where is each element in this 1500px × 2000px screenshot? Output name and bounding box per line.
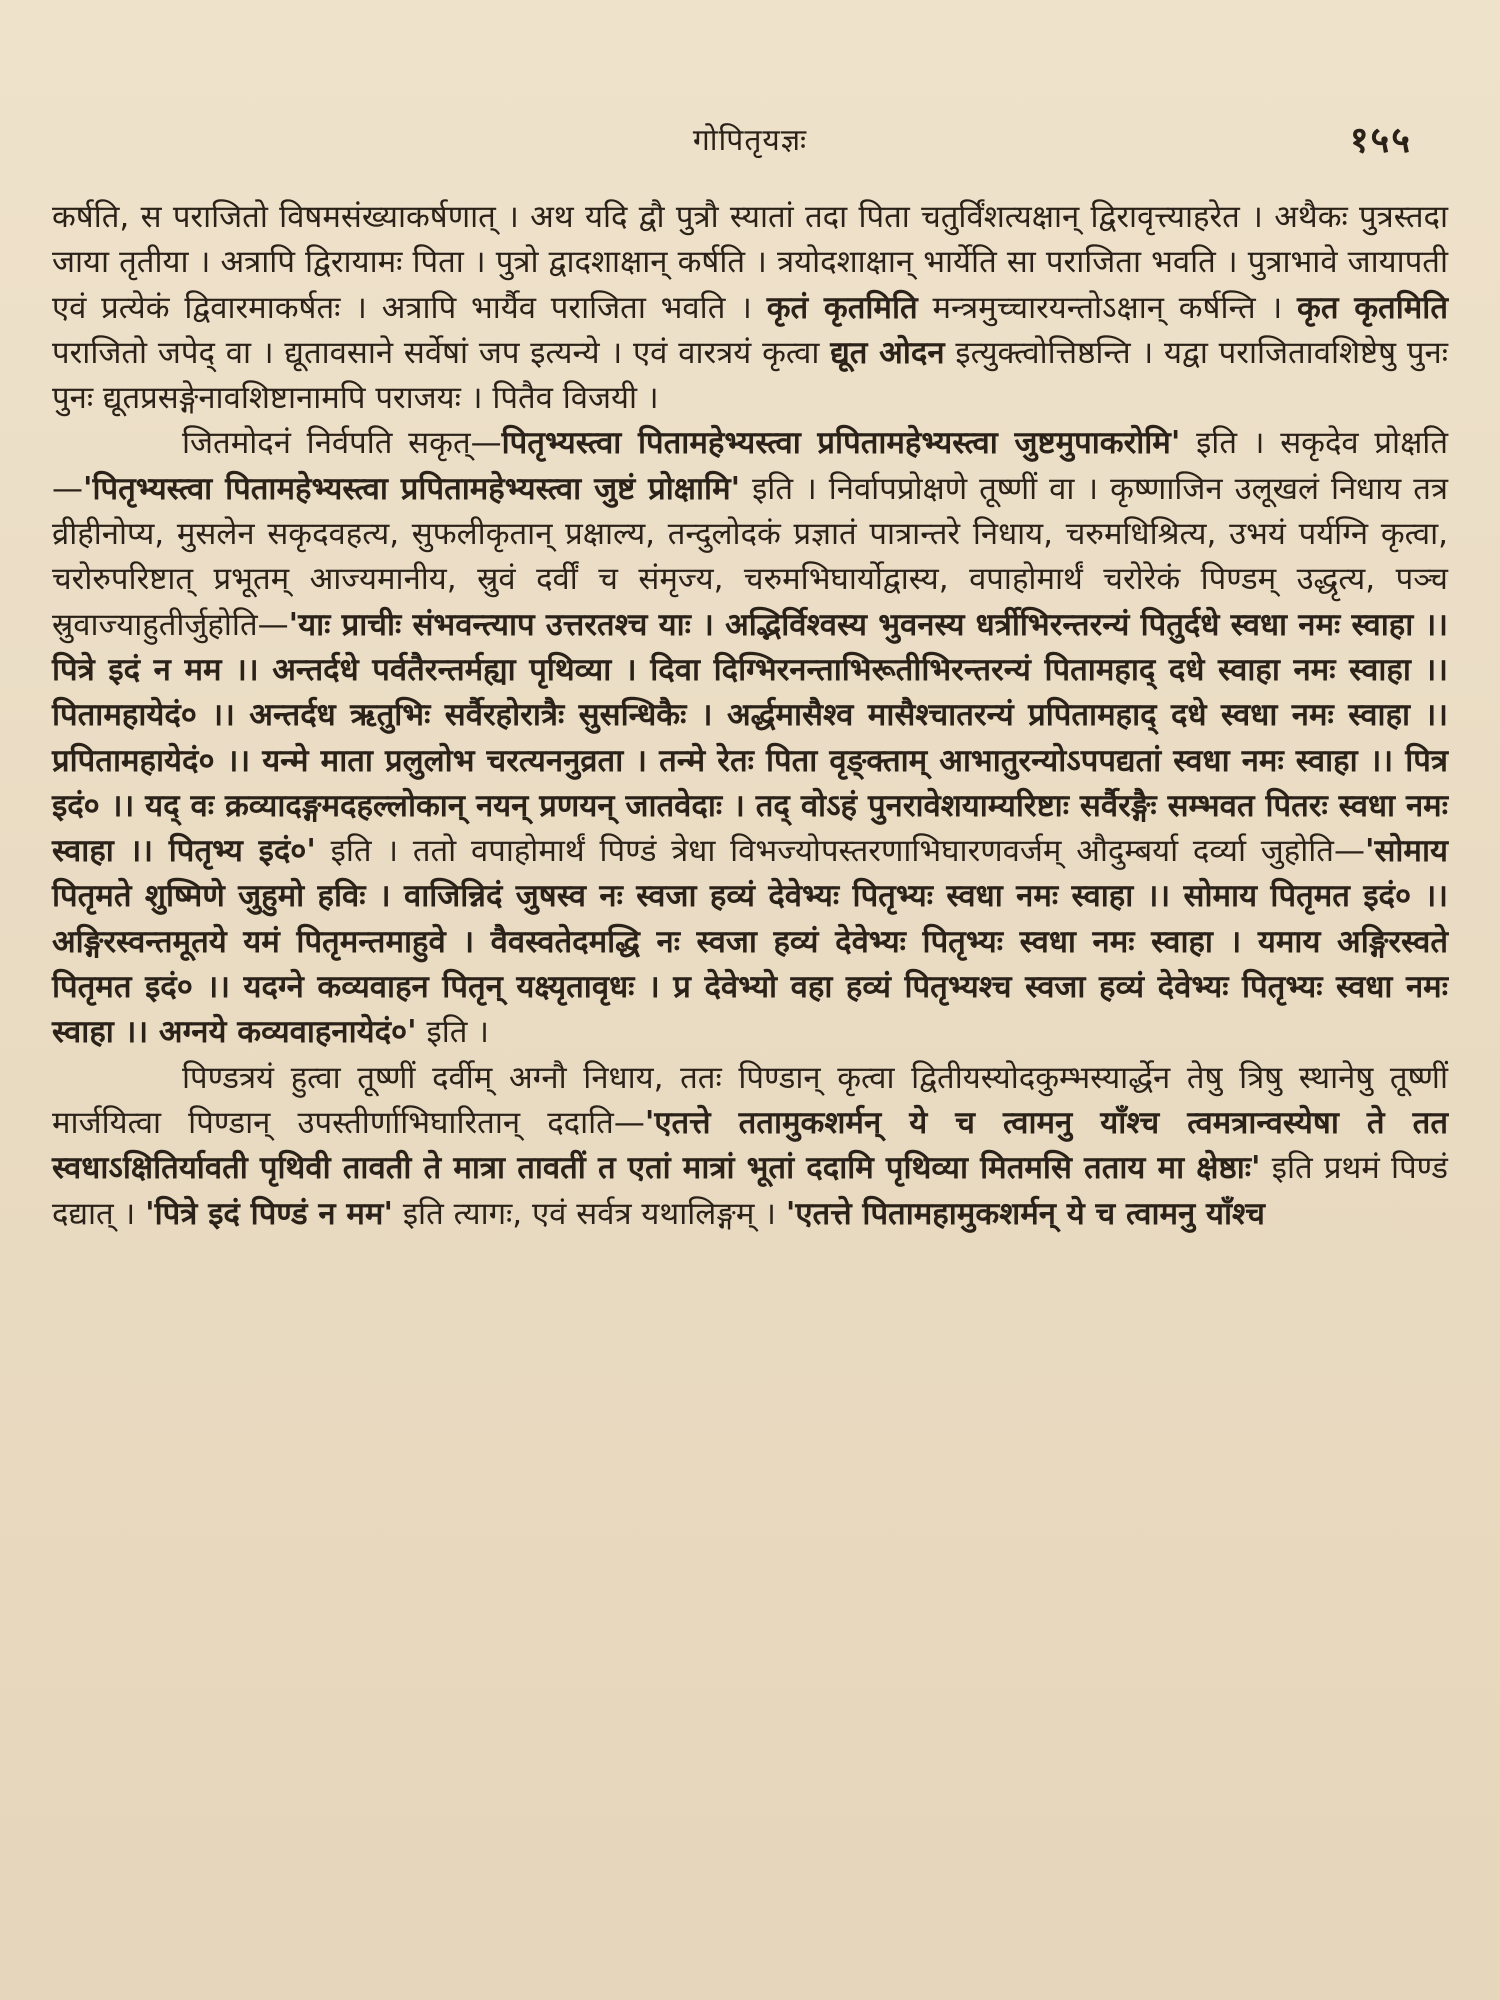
paragraph <box>52 1056 1448 1237</box>
paragraph-text: पिण्डत्रयं हुत्वा तूष्णीं दर्वीम् अग्नौ निधाय, ततः पिण्डान् कृत्वा द्वितीयस्योदकुम्भस्यार्द्धेन तेषु त्रिषु स्थानेषु तूष्णीं मार्जयित्वा पिण्डान् उपस्तीर्णाभिघारितान् ददाति— <box>52 1059 1448 1141</box>
paragraph-text: इति । निर्वापप्रोक्षणे तूष्णीं वा । कृष्णाजिन उलूखलं निधाय तत्र व्रीहीनोप्य, मुसलेन सकृदवहत्य, सुफलीकृतान् प्रक्षाल्य, तन्दुलोदकं प्रज्ञातं पात्रान्तरे निधाय, चरुमधिश्रित्य, उभयं पर्यग्नि कृत्वा, चरोरुपरिष्टात् प्रभूतम् आज्यमानीय, स्रुवं दर्वीं च संमृज्य, चरुमभिघार्योद्वास्य, वपाहोमार्थं चरोरेकं पिण्डम् उद्धृत्य, पञ्च स्रुवाज्याहुतीर्जुहोति— <box>52 470 1449 643</box>
running-head <box>0 118 1500 161</box>
body-text <box>52 195 1448 1237</box>
mantra-text: कृत कृतमिति <box>1297 289 1448 326</box>
paragraph-text: इति प्रथमं पिण्डं दद्यात् । <box>52 1150 1448 1232</box>
paragraph-text: इति । <box>416 1014 490 1051</box>
mantra-text: 'एतत्ते पितामहामुकशर्मन् ये च त्वामनु याँश्च <box>785 1195 1265 1232</box>
paragraph-text: इत्युक्त्वोत्तिष्ठन्ति । यद्वा पराजितावशिष्टेषु पुनः पुनः द्यूतप्रसङ्गेनावशिष्टानामपि पराजयः । पितैव विजयी । <box>52 334 1448 417</box>
mantra-text: 'पितृभ्यस्त्वा पितामहेभ्यस्त्वा प्रपितामहेभ्यस्त्वा जुष्टं प्रोक्षामि' <box>83 470 741 507</box>
paragraph-text: इति त्यागः, एवं सर्वत्र यथालिङ्गम् । <box>392 1195 786 1232</box>
paragraph <box>52 421 1448 1055</box>
page-number: १५५ <box>1349 120 1412 161</box>
paragraph-text: जितमोदनं निर्वपति सकृत्— <box>182 425 502 462</box>
paragraph-text: कर्षति, स पराजितो विषमसंख्याकर्षणात् । अथ यदि द्वौ पुत्रौ स्यातां तदा पिता चतुर्विंशत्यक्षान् द्विरावृत्त्याहरेत । अथैकः पुत्रस्तदा जाया तृतीया । अत्रापि द्विरायामः पिता । पुत्रो द्वादशाक्षान् कर्षति । त्रयोदशाक्षान् भार्येति सा पराजिता भवति । पुत्राभावे जायापती एवं प्रत्येकं द्विवारमाकर्षतः । अत्रापि भार्यैव पराजिता भवति । <box>52 199 1448 326</box>
mantra-text: 'सोमाय पितृमते शुष्मिणे जुहुमो हविः । वाजिन्निदं जुषस्व नः स्वजा हव्यं देवेभ्यः पितृभ्यः स्वधा नमः स्वाहा ।। सोमाय पितृमत इदं० ।। अङ्गिरस्वन्तमूतये यमं पितृमन्तमाहुवे । वैवस्वतेदमद्धि नः स्वजा हव्यं देवेभ्यः पितृभ्यः स्वधा नमः स्वाहा । यमाय अङ्गिरस्वते पितृमत इदं० ।। यदग्ने कव्यवाहन पितृन् यक्ष्यृतावृधः । प्र देवेभ्यो वहा हव्यं पितृभ्यश्च स्वजा हव्यं देवेभ्यः पितृभ्यः स्वधा नमः स्वाहा ।। अग्नये कव्यवाहनायेदं०' <box>52 833 1448 1051</box>
page-title: गोपितृयज्ञः <box>692 123 808 158</box>
mantra-text: कृतं कृतमिति <box>766 289 918 326</box>
paragraph-text: इति । ततो वपाहोमार्थं पिण्डं त्रेधा विभज्योपस्तरणाभिघारणवर्जम् औदुम्बर्या दर्व्या जुहोति— <box>315 833 1365 870</box>
mantra-text: 'एतत्ते ततामुकशर्मन् ये च त्वामनु याँश्च त्वमत्रान्वस्येषा ते तत स्वधाऽक्षितिर्यावती पृथिवी तावती ते मात्रा तावतीं त एतां मात्रां भूतां ददामि पृथिव्या मितमसि तताय मा क्षेष्ठाः' <box>52 1104 1448 1187</box>
paragraph <box>52 195 1448 421</box>
paragraph-text: मन्त्रमुच्चारयन्तोऽक्षान् कर्षन्ति । <box>917 289 1298 326</box>
paragraph-text: इति । सकृदेव प्रोक्षति— <box>52 425 1448 507</box>
paragraph-text: पराजितो जपेद् वा । द्यूतावसाने सर्वेषां जप इत्यन्ये । एवं वारत्रयं कृत्वा <box>52 334 831 371</box>
mantra-text: 'पित्रे इदं पिण्डं न मम' <box>145 1195 393 1232</box>
mantra-text: 'याः प्राचीः संभवन्त्याप उत्तरतश्च याः । अद्भिर्विश्वस्य भुवनस्य धर्त्रीभिरन्तरन्यं पितुर्दधे स्वधा नमः स्वाहा ।। पित्रे इदं न मम ।। अन्तर्दधे पर्वतैरन्तर्मह्या पृथिव्या । दिवा दिग्भिरनन्ताभिरूतीभिरन्तरन्यं पितामहाद् दधे स्वाहा नमः स्वाहा ।। पितामहायेदं० ।। अन्तर्दध ऋतुभिः सर्वैरहोरात्रैः सुसन्धिकैः । अर्द्धमासैश्व मासैश्चातरन्यं प्रपितामहाद् दधे स्वधा नमः स्वाहा ।। प्रपितामहायेदं० ।। यन्मे माता प्रलुलोभ चरत्यननुव्रता । तन्मे रेतः पिता वृङ्क्ताम् आभातुरन्योऽपपद्यतां स्वधा नमः स्वाहा ।। पित्र इदं० ।। यद् वः क्रव्यादङ्गमदहल्लोकान् नयन् प्रणयन् जातवेदाः । तद् वोऽहं पुनरावेशयाम्यरिष्टाः सर्वैरङ्गैः सम्भवत पितरः स्वधा नमः स्वाहा ।। पितृभ्य इदं०' <box>52 606 1448 870</box>
mantra-text: द्यूत ओदन <box>830 334 945 371</box>
mantra-text: पितृभ्यस्त्वा पितामहेभ्यस्त्वा प्रपितामहेभ्यस्त्वा जुष्टमुपाकरोमि' <box>501 425 1181 462</box>
